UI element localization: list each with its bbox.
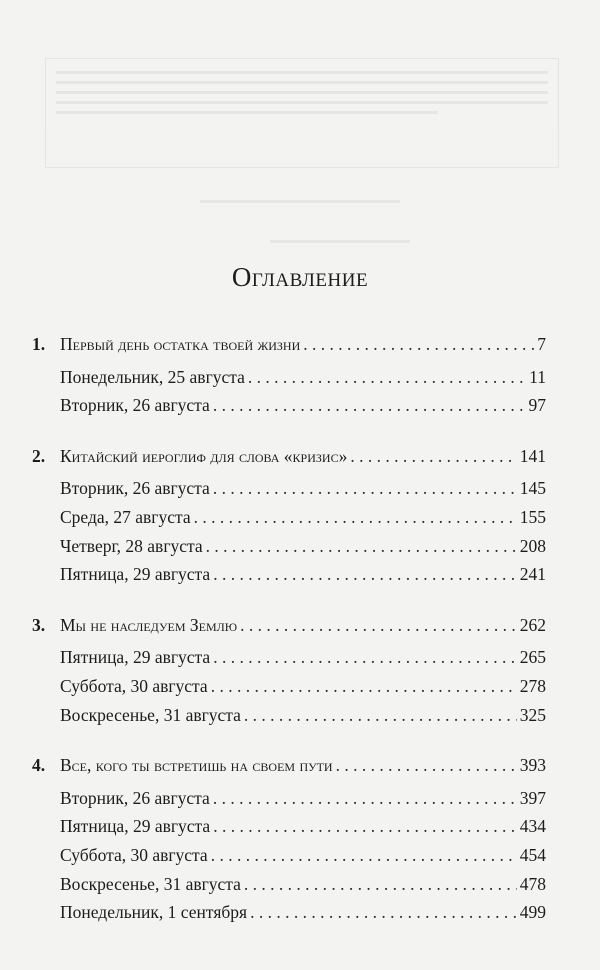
chapter-title: Мы не наследуем Землю [60, 614, 238, 635]
dot-leader [303, 330, 534, 359]
dot-leader [213, 643, 517, 672]
chapter-number: 3. [32, 614, 46, 635]
entry-label: Вторник, 26 августа [60, 395, 210, 416]
dot-leader [240, 611, 517, 640]
page-number: 434 [519, 816, 546, 837]
chapter-title: Первый день остатка твоей жизни [60, 334, 301, 354]
toc-entry[interactable] [32, 643, 546, 672]
chapter-title: Все, кого ты встретишь на своем пути [60, 755, 333, 776]
page-number: 141 [519, 445, 546, 466]
toc-entry[interactable] [32, 532, 546, 561]
toc-entry[interactable] [32, 474, 546, 503]
toc-chapter [32, 442, 546, 589]
toc-entry[interactable] [32, 503, 546, 532]
page-number: 97 [528, 395, 546, 416]
toc-chapter [32, 751, 546, 927]
dot-leader [213, 391, 526, 420]
entry-label: Пятница, 29 августа [60, 564, 211, 585]
chapter-row[interactable] [32, 442, 546, 471]
entry-label: Пятница, 29 августа [60, 647, 211, 668]
page-number: 454 [519, 844, 546, 865]
entry-label: Вторник, 26 августа [60, 478, 210, 499]
chapter-row[interactable] [32, 751, 546, 780]
page-number: 155 [519, 506, 546, 527]
dot-leader [248, 363, 526, 392]
page-number: 478 [519, 873, 546, 894]
entry-label: Понедельник, 25 августа [60, 366, 245, 387]
dot-leader [213, 560, 517, 589]
entry-label: Вторник, 26 августа [60, 787, 210, 808]
entry-label: Пятница, 29 августа [60, 816, 211, 837]
toc-chapter [32, 611, 546, 729]
page-number: 397 [519, 787, 546, 808]
dot-leader [350, 442, 516, 471]
toc-chapter [32, 330, 546, 420]
entry-label: Среда, 27 августа [60, 506, 191, 527]
entry-label: Суббота, 30 августа [60, 844, 208, 865]
dot-leader [211, 841, 517, 870]
dot-leader [206, 532, 517, 561]
show-through-block [45, 58, 559, 168]
page-title: Оглавление [231, 262, 369, 292]
page-number: 499 [519, 902, 546, 923]
dot-leader [213, 474, 517, 503]
page-number: 11 [529, 366, 546, 387]
chapter-row[interactable] [32, 330, 546, 359]
toc-entry[interactable] [32, 784, 546, 813]
toc-entry[interactable] [32, 841, 546, 870]
page-number: 325 [519, 704, 546, 725]
dot-leader [244, 870, 517, 899]
dot-leader [194, 503, 517, 532]
entry-label: Понедельник, 1 сентября [60, 902, 248, 923]
toc-entry[interactable] [32, 898, 546, 927]
page-number: 278 [519, 675, 546, 696]
page-number: 241 [519, 564, 546, 585]
page-number: 208 [519, 535, 546, 556]
show-through-line [200, 200, 400, 203]
dot-leader [213, 784, 517, 813]
dot-leader [213, 812, 517, 841]
toc-entry[interactable] [32, 812, 546, 841]
toc-entry[interactable] [32, 391, 546, 420]
entry-label: Четверг, 28 августа [60, 535, 203, 556]
toc-entry[interactable] [32, 701, 546, 730]
entry-label: Воскресенье, 31 августа [60, 873, 241, 894]
page-number: 145 [519, 478, 546, 499]
chapter-number: 2. [32, 445, 46, 466]
show-through-line [270, 240, 410, 243]
dot-leader [336, 751, 517, 780]
chapter-number: 4. [32, 755, 46, 776]
dot-leader [250, 898, 517, 927]
toc-entry[interactable] [32, 672, 546, 701]
page-number: 7 [537, 334, 546, 354]
entry-label: Воскресенье, 31 августа [60, 704, 241, 725]
dot-leader [211, 672, 517, 701]
toc-entry[interactable] [32, 870, 546, 899]
dot-leader [244, 701, 517, 730]
entry-label: Суббота, 30 августа [60, 675, 208, 696]
page-number: 265 [519, 647, 546, 668]
page-number: 393 [519, 755, 546, 776]
table-of-contents [32, 330, 546, 949]
chapter-number: 1. [32, 334, 46, 354]
toc-entry[interactable] [32, 560, 546, 589]
chapter-row[interactable] [32, 611, 546, 640]
page-number: 262 [519, 614, 546, 635]
chapter-title: Китайский иероглиф для слова «кризис» [60, 445, 348, 466]
toc-entry[interactable] [32, 363, 546, 392]
